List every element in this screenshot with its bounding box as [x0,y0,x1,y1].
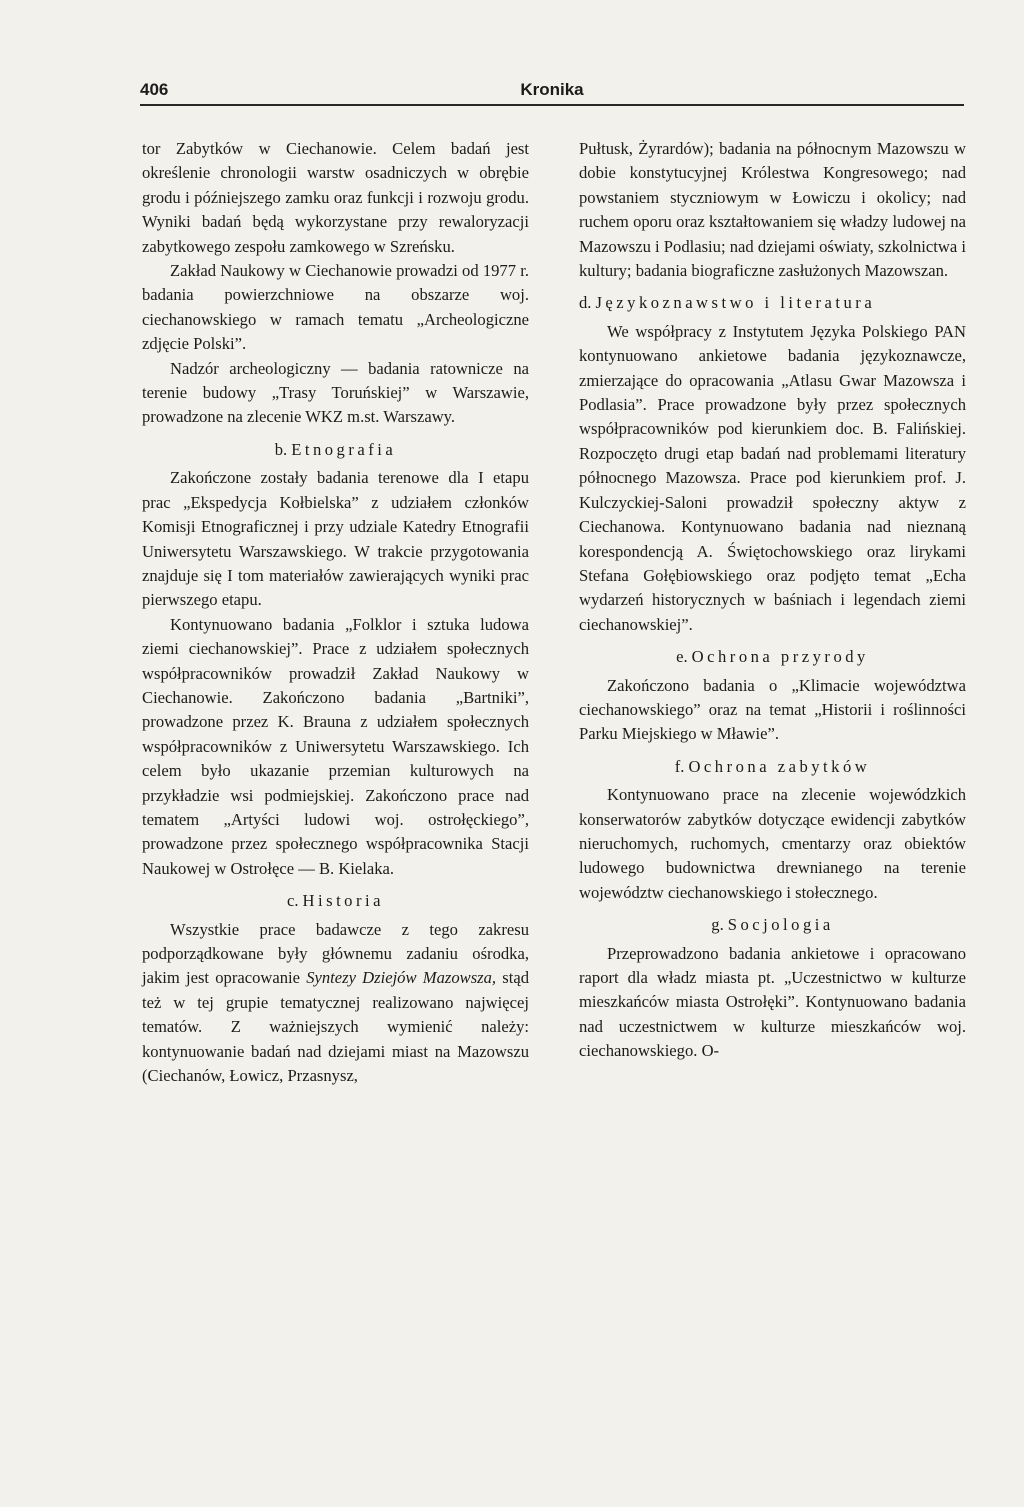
text-run: Wszystkie prace badawcze z tego zakresu podporządkowane były głównemu zadaniu ośrodka, jakim jest opracowanie [142,919,529,988]
section-letter: c. [287,891,299,911]
paragraph: Pułtusk, Żyrardów); badania na północnym Mazowszu w dobie konstytucyjnej Królestwa Kongresowego; nad powstaniem styczniowym w Łowiczu i okolicy; nad ruchem oporu oraz kształtowaniem się władzy ludowej na Mazowszu i Podlasiu; nad dziejami oświaty, szkolnictwa i kultury; badania biograficzne zasłużonych Mazowszan. [579,139,966,281]
paragraph: Przeprowadzono badania ankietowe i opracowano raport dla władz miasta pt. „Uczestnictwo w kulturze mieszkańców miasta Ostrołęki”. Kontynuowano badania nad uczestnictwem w kulturze mieszkańców woj. ciechanowskiego. O- [579,943,966,1061]
section-title: Etnografia [291,439,397,459]
paragraph: Zakończone zostały badania terenowe dla I etapu prac „Ekspedycja Kołbielska” z udziałem członków Komisji Etnograficznej i przy udziale Katedry Etnografii Uniwersytetu Warszawskiego. W trakcie przygotowania znajduje się I tom materiałów zawierających wyniki prac pierwszego etapu. [142,468,529,610]
section-title: Ochrona przyrody [691,647,869,667]
section-title: Ochrona zabytków [688,756,871,776]
section-letter: e. [676,647,688,667]
page-number: 406 [140,80,169,99]
section-letter: g. [711,915,724,935]
paragraph [142,918,529,1089]
section-heading-etnografia [142,438,529,462]
section-title: Językoznawstwo i literatura [595,293,876,313]
section-heading-ochrona-przyrody [579,645,966,669]
section-letter: b. [274,439,288,459]
paragraph: We współpracy z Instytutem Języka Polskiego PAN kontynuowano ankietowe badania językoznawcze, zmierzające do opracowania „Atlasu Gwar Mazowsza i Podlasia”. Prace prowadzone były przez społecznych współpracowników pod kierunkiem doc. B. Falińskiej. Rozpoczęto drugi etap badań nad problemami literatury północnego Mazowsza. Prace pod kierunkiem prof. J. Kulczyckiej-Saloni prowadził społeczny aktyw z Ciechanowa. Kontynuowano badania nad nieznaną korespondencją A. Świętochowskiego oraz lirykami Stefana Gołębiowskiego oraz podjęto temat „Echa wydarzeń historycznych w baśniach i legendach ziemi ciechanowskiej”. [579,321,966,634]
section-title: Historia [302,891,384,911]
right-column [579,137,966,1064]
section-heading-historia [142,889,529,913]
section-heading-ochrona-zabytkow [579,755,966,779]
paragraph: Zakończono badania o „Klimacie województwa ciechanowskiego” oraz na temat „Historii i roślinności Parku Miejskiego w Mławie”. [579,675,966,744]
section-heading-jezykoznawstwo [579,291,966,315]
text-run: stąd też w tej grupie tematycznej realizowano najwięcej tematów. Z ważniejszych wymienić należy: kontynuowanie badań nad dziejami miast na Mazowszu (Ciechanów, Łowicz, Przasnysz, [142,968,529,1086]
page-header [140,78,964,106]
paragraph: tor Zabytków w Ciechanowie. Celem badań jest określenie chronologii warstw osadniczych w obrębie grodu i późniejszego zamku oraz funkcji i rozwoju grodu. Wyniki badań będą wykorzystane przy rewaloryzacji zabytkowego zespołu zamkowego w Szreńsku. [142,139,529,256]
paragraph: Nadzór archeologiczny — badania ratownicze na terenie budowy „Trasy Toruńskiej” w Warszawie, prowadzone na zlecenie WKZ m.st. Warszawy. [142,358,529,427]
paragraph: Zakład Naukowy w Ciechanowie prowadzi od 1977 r. badania powierzchniowe na obszarze woj. ciechanowskiego w ramach tematu „Archeologiczne zdjęcie Polski”. [142,261,529,354]
paragraph: Kontynuowano badania „Folklor i sztuka ludowa ziemi ciechanowskiej”. Prace z udziałem społecznych współpracowników prowadził Zakład Naukowy w Ciechanowie. Zakończono badania „Bartniki”, prowadzone przez K. Brauna z udziałem społecznych współpracowników z Uniwersytetu Warszawskiego. Ich celem było ukazanie przemian kulturowych na przykładzie wsi podmiejskiej. Zakończono prace nad tematem „Artyści ludowi woj. ostrołęckiego”, prowadzone przez społecznego współpracownika Stacji Naukowej w Ostrołęce — B. Kielaka. [142,614,529,878]
left-column [142,137,529,1088]
paragraph: Kontynuowano prace na zlecenie wojewódzkich konserwatorów zabytków dotyczące ewidencji zabytków nieruchomych, ruchomych, cmentarzy oraz obiektów ludowego budownictwa drewnianego na terenie województw ciechanowskiego i stołecznego. [579,785,966,902]
section-letter: f. [674,756,685,776]
section-title: Socjologia [727,915,834,935]
book-title-italic: Syntezy Dziejów Mazowsza, [306,968,497,988]
section-letter: d. [579,293,592,313]
section-heading-socjologia [579,913,966,937]
running-title: Kronika [520,80,584,99]
